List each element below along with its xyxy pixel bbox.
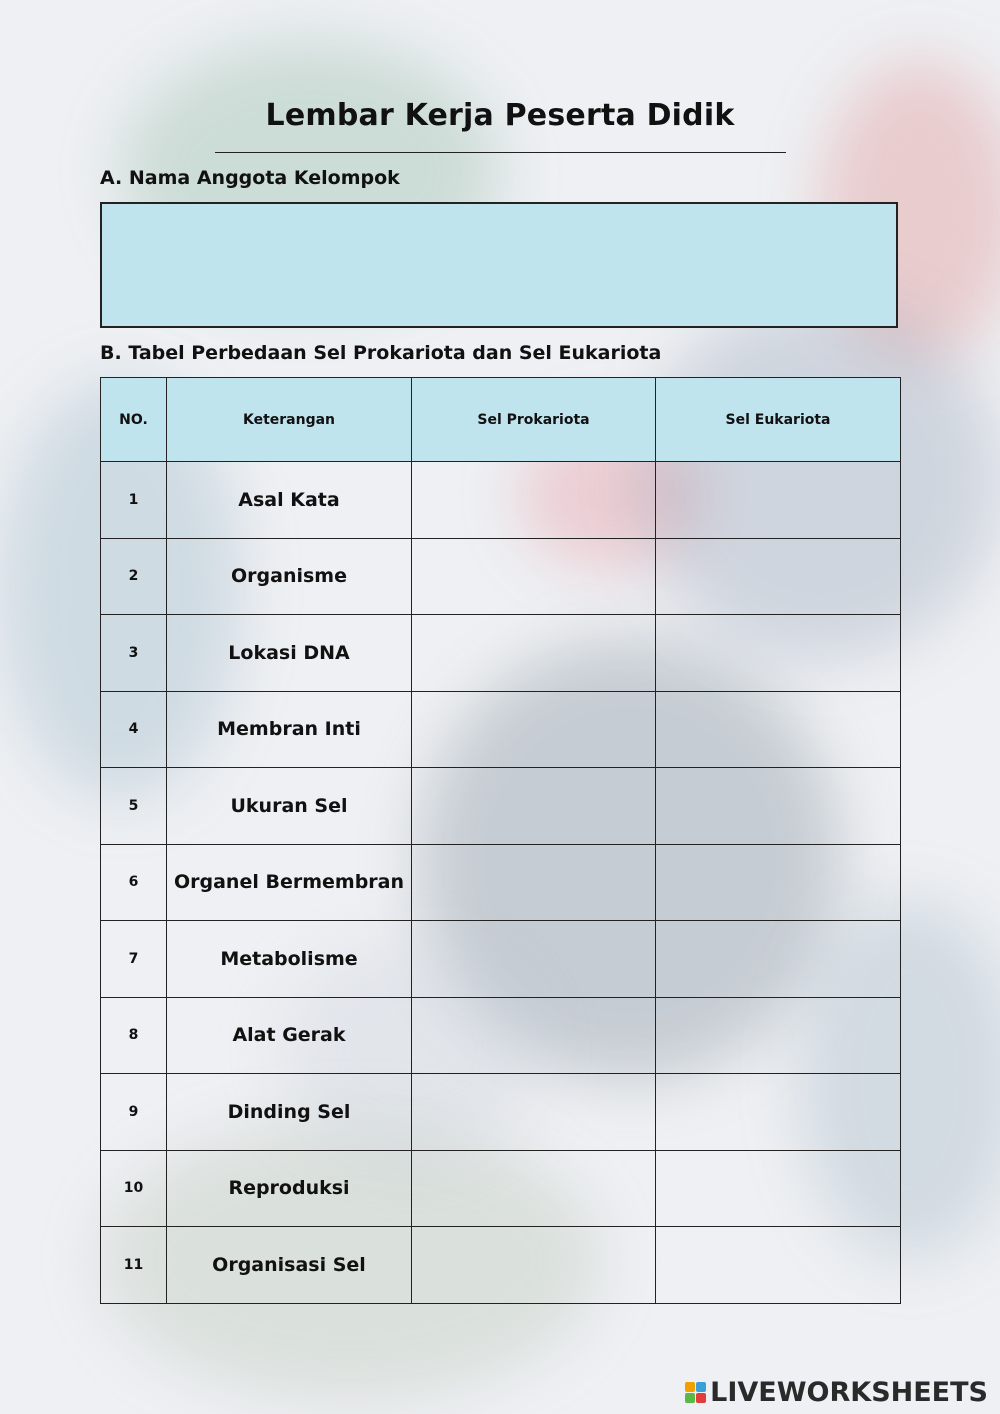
table-row — [101, 615, 901, 692]
table-row — [101, 844, 901, 921]
answer-cell-prokariota[interactable] — [412, 538, 656, 615]
answer-cell-eukariota[interactable] — [656, 538, 901, 615]
answer-cell-eukariota[interactable] — [656, 462, 901, 539]
answer-cell-prokariota[interactable] — [412, 462, 656, 539]
answer-cell-prokariota[interactable] — [412, 1227, 656, 1304]
answer-cell-prokariota[interactable] — [412, 1074, 656, 1151]
row-number: 2 — [101, 538, 167, 615]
row-keterangan: Organisasi Sel — [167, 1227, 412, 1304]
row-number: 11 — [101, 1227, 167, 1304]
section-b-label: B. Tabel Perbedaan Sel Prokariota dan Sel Eukariota — [100, 342, 662, 364]
answer-cell-prokariota[interactable] — [412, 768, 656, 845]
answer-cell-eukariota[interactable] — [656, 615, 901, 692]
answer-cell-eukariota[interactable] — [656, 997, 901, 1074]
table-row — [101, 1074, 901, 1151]
row-keterangan: Organisme — [167, 538, 412, 615]
answer-cell-eukariota[interactable] — [656, 768, 901, 845]
header-no: NO. — [101, 378, 167, 462]
row-keterangan: Lokasi DNA — [167, 615, 412, 692]
row-number: 4 — [101, 691, 167, 768]
row-keterangan: Asal Kata — [167, 462, 412, 539]
logo-square — [685, 1382, 695, 1392]
row-number: 6 — [101, 844, 167, 921]
row-keterangan: Alat Gerak — [167, 997, 412, 1074]
answer-cell-prokariota[interactable] — [412, 921, 656, 998]
table-row — [101, 1227, 901, 1304]
liveworksheets-logo-icon — [685, 1382, 706, 1403]
table-row — [101, 1150, 901, 1227]
title-underline — [215, 152, 786, 153]
row-keterangan: Dinding Sel — [167, 1074, 412, 1151]
table-row — [101, 691, 901, 768]
answer-cell-eukariota[interactable] — [656, 1227, 901, 1304]
logo-square — [696, 1382, 706, 1392]
table-row — [101, 768, 901, 845]
row-number: 1 — [101, 462, 167, 539]
row-keterangan: Membran Inti — [167, 691, 412, 768]
page-title: Lembar Kerja Peserta Didik — [265, 98, 735, 133]
answer-cell-prokariota[interactable] — [412, 997, 656, 1074]
row-number: 7 — [101, 921, 167, 998]
answer-cell-prokariota[interactable] — [412, 615, 656, 692]
header-sel-eukariota: Sel Eukariota — [656, 378, 901, 462]
header-sel-prokariota: Sel Prokariota — [412, 378, 656, 462]
section-a-label: A. Nama Anggota Kelompok — [100, 167, 400, 189]
table-row — [101, 997, 901, 1074]
answer-cell-prokariota[interactable] — [412, 1150, 656, 1227]
row-keterangan: Metabolisme — [167, 921, 412, 998]
liveworksheets-brand — [685, 1377, 988, 1408]
row-number: 10 — [101, 1150, 167, 1227]
comparison-table — [100, 377, 901, 1304]
row-number: 8 — [101, 997, 167, 1074]
answer-cell-eukariota[interactable] — [656, 691, 901, 768]
row-keterangan: Reproduksi — [167, 1150, 412, 1227]
row-number: 3 — [101, 615, 167, 692]
answer-cell-eukariota[interactable] — [656, 844, 901, 921]
brand-text: LIVEWORKSHEETS — [710, 1377, 988, 1408]
table-row — [101, 462, 901, 539]
row-number: 5 — [101, 768, 167, 845]
table-row — [101, 921, 901, 998]
logo-square — [685, 1393, 695, 1403]
answer-cell-eukariota[interactable] — [656, 1150, 901, 1227]
table-header-row — [101, 378, 901, 462]
row-number: 9 — [101, 1074, 167, 1151]
table-row — [101, 538, 901, 615]
answer-cell-eukariota[interactable] — [656, 1074, 901, 1151]
row-keterangan: Organel Bermembran — [167, 844, 412, 921]
header-keterangan: Keterangan — [167, 378, 412, 462]
row-keterangan: Ukuran Sel — [167, 768, 412, 845]
group-members-input-box[interactable] — [100, 202, 898, 328]
answer-cell-prokariota[interactable] — [412, 691, 656, 768]
answer-cell-eukariota[interactable] — [656, 921, 901, 998]
answer-cell-prokariota[interactable] — [412, 844, 656, 921]
logo-square — [696, 1393, 706, 1403]
